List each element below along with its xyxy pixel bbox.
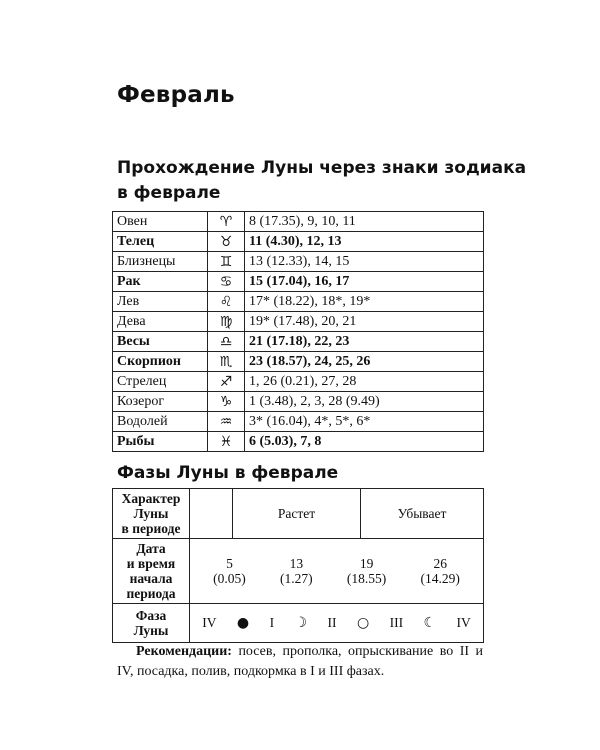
zodiac-days: 19* (17.48), 20, 21 xyxy=(245,312,484,332)
zodiac-sign-name: Рыбы xyxy=(113,432,208,452)
moon-phase-icon: ○ xyxy=(356,615,370,631)
zodiac-days: 21 (17.18), 22, 23 xyxy=(245,332,484,352)
zodiac-symbol-icon: ♋ xyxy=(208,272,245,292)
zodiac-days: 6 (5.03), 7, 8 xyxy=(245,432,484,452)
phases-heading: Фазы Луны в феврале xyxy=(117,463,339,483)
zodiac-symbol-icon: ♈ xyxy=(208,212,245,232)
zodiac-symbol-icon: ♑ xyxy=(208,392,245,412)
zodiac-sign-name: Телец xyxy=(113,232,208,252)
zodiac-sign-name: Стрелец xyxy=(113,372,208,392)
phase-label: Фаза Луны xyxy=(113,604,190,643)
zodiac-symbol-icon: ♒ xyxy=(208,412,245,432)
dates-label: Дата и время начала периода xyxy=(113,539,190,604)
phase-number: II xyxy=(327,615,337,630)
zodiac-days: 23 (18.57), 24, 25, 26 xyxy=(245,352,484,372)
phase-row xyxy=(113,604,484,643)
zodiac-sign-name: Овен xyxy=(113,212,208,232)
zodiac-days: 3* (16.04), 4*, 5*, 6* xyxy=(245,412,484,432)
zodiac-row xyxy=(113,392,484,412)
waning-cell: Убывает xyxy=(361,489,484,539)
zodiac-sign-name: Водолей xyxy=(113,412,208,432)
phase-date-day: 5 xyxy=(226,556,233,571)
growing-cell: Растет xyxy=(233,489,361,539)
character-label: Характер Луны в периоде xyxy=(113,489,190,539)
zodiac-sign-name: Рак xyxy=(113,272,208,292)
recommendations-label: Рекомендации: xyxy=(136,644,232,659)
zodiac-days: 1 (3.48), 2, 3, 28 (9.49) xyxy=(245,392,484,412)
phase-dates-row xyxy=(113,539,484,604)
zodiac-row xyxy=(113,412,484,432)
zodiac-days: 17* (18.22), 18*, 19* xyxy=(245,292,484,312)
dates-cell xyxy=(190,539,484,604)
phase-dates xyxy=(190,556,483,586)
phase-date-day: 13 xyxy=(289,556,304,571)
phase-date-time: (18.55) xyxy=(346,571,387,586)
zodiac-row xyxy=(113,372,484,392)
zodiac-symbol-icon: ♏ xyxy=(208,352,245,372)
zodiac-symbol-icon: ♎ xyxy=(208,332,245,352)
zodiac-sign-name: Козерог xyxy=(113,392,208,412)
phase-number: IV xyxy=(202,615,217,630)
page-title: Февраль xyxy=(117,82,235,108)
phase-sequence xyxy=(190,615,483,631)
zodiac-sign-name: Близнецы xyxy=(113,252,208,272)
zodiac-row xyxy=(113,312,484,332)
zodiac-sign-name: Дева xyxy=(113,312,208,332)
empty-cell xyxy=(190,489,233,539)
phase-number: III xyxy=(389,615,404,630)
phase-date-day: 19 xyxy=(359,556,374,571)
phase-date xyxy=(421,556,460,586)
moon-phases-table xyxy=(112,488,484,643)
phase-character-row xyxy=(113,489,484,539)
phase-date xyxy=(347,556,386,586)
zodiac-table xyxy=(112,211,484,452)
recommendations xyxy=(117,642,483,682)
zodiac-sign-name: Весы xyxy=(113,332,208,352)
phase-date-day: 26 xyxy=(433,556,447,571)
zodiac-symbol-icon: ♍ xyxy=(208,312,245,332)
moon-phase-icon: ● xyxy=(236,615,250,631)
zodiac-row xyxy=(113,232,484,252)
zodiac-heading xyxy=(117,156,526,206)
phase-date-time: (0.05) xyxy=(213,571,246,586)
zodiac-days: 13 (12.33), 14, 15 xyxy=(245,252,484,272)
phase-date xyxy=(213,556,246,586)
zodiac-symbol-icon: ♐ xyxy=(208,372,245,392)
moon-phase-icon: ☽ xyxy=(294,615,308,631)
zodiac-heading-line1: Прохождение Луны через знаки зодиака xyxy=(117,158,527,178)
zodiac-row xyxy=(113,252,484,272)
phase-number: IV xyxy=(456,615,471,630)
moon-phase-icon: ☾ xyxy=(423,615,437,631)
recommendations-text: посев, прополка, опрыскивание во II и IV, посадка, полив, подкормка в I и III фазах. xyxy=(117,644,483,679)
zodiac-sign-name: Скорпион xyxy=(113,352,208,372)
zodiac-symbol-icon: ♊ xyxy=(208,252,245,272)
zodiac-symbol-icon: ♌ xyxy=(208,292,245,312)
zodiac-row xyxy=(113,432,484,452)
phase-date-time: (1.27) xyxy=(280,571,313,586)
phase-date xyxy=(280,556,313,586)
zodiac-days: 11 (4.30), 12, 13 xyxy=(245,232,484,252)
zodiac-row xyxy=(113,272,484,292)
zodiac-row xyxy=(113,212,484,232)
zodiac-days: 1, 26 (0.21), 27, 28 xyxy=(245,372,484,392)
phase-number: I xyxy=(269,615,275,630)
zodiac-symbol-icon: ♓ xyxy=(208,432,245,452)
phase-date-time: (14.29) xyxy=(420,571,460,586)
zodiac-row xyxy=(113,332,484,352)
zodiac-days: 15 (17.04), 16, 17 xyxy=(245,272,484,292)
zodiac-sign-name: Лев xyxy=(113,292,208,312)
zodiac-heading-line2: в феврале xyxy=(117,183,221,203)
zodiac-row xyxy=(113,352,484,372)
zodiac-row xyxy=(113,292,484,312)
phases-cell xyxy=(190,604,484,643)
zodiac-days: 8 (17.35), 9, 10, 11 xyxy=(245,212,484,232)
zodiac-symbol-icon: ♉ xyxy=(208,232,245,252)
